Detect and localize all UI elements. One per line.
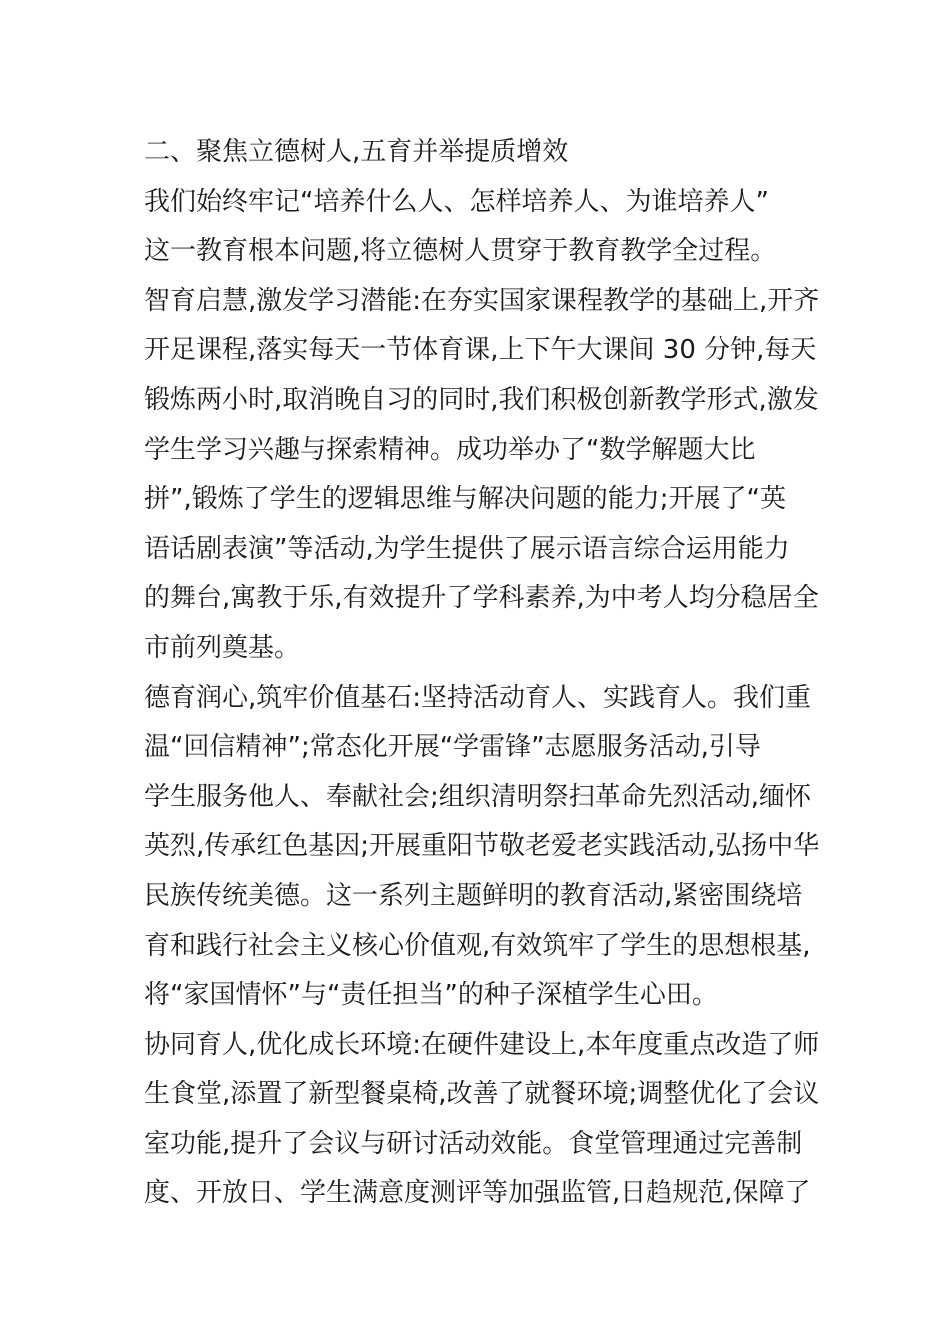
text-line: 开足课程,落实每天一节体育课,上下午大课间 30 分钟,每天	[144, 335, 817, 366]
document-body	[144, 128, 820, 1219]
text-line: 学生学习兴趣与探索精神。成功举办了“数学解题大比	[144, 434, 756, 465]
moral-education-paragraph	[144, 674, 820, 1021]
text-line: 室功能,提升了会议与研讨活动效能。食堂管理通过完善制	[144, 1128, 803, 1159]
collaborative-education-paragraph	[144, 1021, 820, 1219]
intellectual-education-paragraph	[144, 277, 820, 674]
intro-paragraph	[144, 178, 810, 277]
text-line: 智育启慧,激发学习潜能:在夯实国家课程教学的基础上,开齐	[144, 285, 820, 316]
text-line: 学生服务他人、奉献社会;组织清明祭扫革命先烈活动,缅怀	[144, 781, 812, 812]
text-line: 拼”,锻炼了学生的逻辑思维与解决问题的能力;开展了“英	[144, 484, 786, 515]
text-line: 生食堂,添置了新型餐桌椅,改善了就餐环境;调整优化了会议	[144, 1079, 820, 1110]
section-heading: 二、聚焦立德树人,五育并举提质增效	[144, 137, 569, 167]
text-line: 育和践行社会主义核心价值观,有效筑牢了学生的思想根基,	[144, 930, 811, 961]
text-line: 温“回信精神”;常态化开展“学雷锋”志愿服务活动,引导	[144, 732, 761, 763]
text-line: 语话剧表演”等活动,为学生提供了展示语言综合运用能力	[144, 533, 790, 564]
text-line: 这一教育根本问题,将立德树人贯穿于教育教学全过程。	[144, 236, 777, 267]
text-line: 锻炼两小时,取消晚自习的同时,我们积极创新教学形式,激发	[144, 384, 819, 415]
text-line: 度、开放日、学生满意度测评等加强监管,日趋规范,保障了	[144, 1178, 811, 1209]
text-line: 将“家国情怀”与“责任担当”的种子深植学生心田。	[144, 980, 718, 1011]
text-line: 市前列奠基。	[144, 632, 301, 663]
text-line: 协同育人,优化成长环境:在硬件建设上,本年度重点改造了师	[144, 1029, 820, 1060]
text-line: 的舞台,寓教于乐,有效提升了学科素养,为中考人均分稳居全	[144, 583, 819, 614]
text-line: 民族传统美德。这一系列主题鲜明的教育活动,紧密围绕培	[144, 880, 803, 911]
text-line: 英烈,传承红色基因;开展重阳节敬老爱老实践活动,弘扬中华	[144, 831, 820, 862]
text-line: 德育润心,筑牢价值基石:坚持活动育人、实践育人。我们重	[144, 682, 812, 713]
text-line: 我们始终牢记“培养什么人、怎样培养人、为谁培养人”	[144, 186, 769, 217]
